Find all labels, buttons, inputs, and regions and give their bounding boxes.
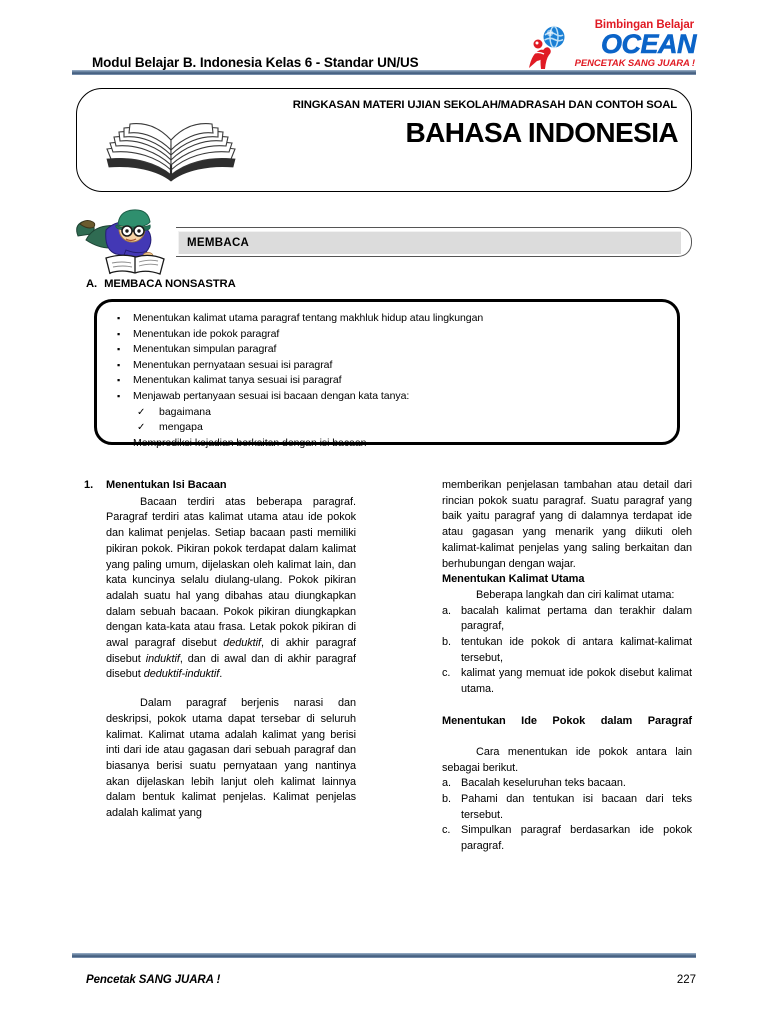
bullet-square-icon: ▪ — [117, 390, 121, 401]
content-heading-text: Menentukan Isi Bacaan — [106, 479, 227, 491]
page-header — [72, 18, 696, 76]
footer-rule — [72, 953, 696, 958]
ocean-logo-mark-icon — [524, 24, 572, 70]
bullet-square-icon: ▪ — [117, 344, 121, 355]
sub2-list — [442, 776, 692, 855]
term-deduktif: deduktif — [223, 637, 261, 650]
objective-item — [111, 311, 666, 327]
objective-item-label: Menentukan simpulan paragraf — [133, 343, 277, 356]
objective-item-label: Menentukan pernyataan sesuai isi paragraf — [133, 358, 333, 371]
list-item-text: Simpulkan paragraf berdasarkan ide pokok paragraf. — [461, 824, 692, 853]
list-item-marker: a. — [442, 777, 451, 790]
objective-subitem — [111, 420, 666, 436]
objectives-box — [94, 299, 680, 449]
subheading-kalimat-utama: Menentukan Kalimat Utama — [442, 573, 585, 586]
check-icon: ✓ — [137, 422, 146, 434]
ordered-list-item — [442, 823, 692, 854]
membaca-banner-group — [62, 206, 692, 262]
logo-tagline-bottom: PENCETAK SANG JUARA ! — [574, 58, 695, 69]
ordered-list-item — [442, 776, 692, 792]
title-box — [76, 88, 692, 192]
paragraph-1-part-c: , dan di awal dan di akhir paragraf disebut — [106, 652, 356, 681]
objective-item-label: Menentukan kalimat tanya sesuai isi paragraf — [133, 374, 342, 387]
sub1-intro: Beberapa langkah dan ciri kalimat utama: — [476, 588, 675, 601]
membaca-banner-label: MEMBACA — [187, 237, 250, 249]
bullet-square-icon: ▪ — [117, 313, 121, 323]
objective-item — [111, 342, 666, 358]
list-item-marker: b. — [442, 793, 451, 806]
paragraph-1 — [106, 495, 356, 683]
objective-item — [111, 373, 666, 389]
paragraph-1-part-d: . — [219, 668, 223, 681]
content-heading-number: 1. — [84, 479, 94, 491]
term-induktif: induktif — [145, 652, 180, 665]
objective-subitem — [111, 405, 666, 421]
ordered-list-item — [442, 666, 692, 713]
objective-item-label: Menjawab pertanyaan sesuai isi bacaan dengan kata tanya: — [133, 389, 410, 402]
objective-subitem-label: bagaimana — [159, 405, 211, 418]
title-box-subtitle: RINGKASAN MATERI UJIAN SEKOLAH/MADRASAH DAN CONTOH SOAL — [292, 99, 677, 111]
paragraph-3: memberikan penjelasan tambahan atau detail dari rincian pokok suatu paragraf. Suatu paragraf yang baik yaitu paragraf yang di dalamnya terdapat ide atau gagasan yang menarik yang diikuti oleh kalimat-kalimat penjelas yang saling berkaitan dan berhubungan dengan wajar. — [442, 479, 692, 570]
objective-item-label: Menentukan kalimat utama paragraf tentang makhluk hidup atau lingkungan — [133, 312, 484, 324]
objective-item-label: Menentukan ide pokok paragraf — [133, 327, 280, 340]
bullet-square-icon: ▪ — [117, 359, 121, 370]
boy-reading-icon — [66, 206, 178, 276]
list-item-text: tentukan ide pokok di antara kalimat-kalimat tersebut, — [461, 636, 692, 664]
list-item-marker: c. — [442, 667, 451, 680]
body-column-left — [84, 478, 356, 822]
footer-text: Pencetak SANG JUARA ! — [86, 974, 221, 986]
header-rule — [72, 70, 696, 75]
bullet-square-icon: ▪ — [117, 375, 121, 386]
objective-item-label: Memprediksi kejadian berkaitan dengan isi bacaan — [133, 436, 367, 449]
check-icon: ✓ — [137, 406, 146, 418]
ordered-list-item — [442, 604, 692, 635]
list-item-text: Bacalah keseluruhan teks bacaan. — [461, 777, 626, 790]
list-item-marker: c. — [442, 824, 451, 837]
sub2-intro: Cara menentukan ide pokok antara lain sebagai berikut. — [442, 745, 692, 774]
open-book-icon — [97, 115, 245, 187]
objective-subitem-label: mengapa — [159, 421, 203, 434]
objective-item — [111, 389, 666, 405]
membaca-banner-fill — [178, 231, 681, 254]
ordered-list-item — [442, 635, 692, 666]
list-item-marker: b. — [442, 636, 451, 649]
body-column-right — [442, 478, 692, 855]
paragraph-2: Dalam paragraf berjenis narasi dan deskripsi, pokok utama dapat tersebar di seluruh kalimat. Kalimat utama adalah kalimat yang berisi inti dari ide atau gagasan dari sebuah paragraf dan biasanya berisi suatu pernyataan yang nantinya akan dijelaskan lebih lanjut oleh kalimat lainnya dalam bentuk kalimat penjelas. Kalimat penjelas adalah kalimat yang — [106, 697, 356, 820]
ordered-list-item — [442, 792, 692, 823]
section-a-letter: A. — [86, 278, 98, 290]
header-title: Modul Belajar B. Indonesia Kelas 6 - Standar UN/US — [92, 55, 419, 70]
objective-item — [111, 327, 666, 343]
logo-tagline-top: Bimbingan Belajar — [594, 19, 694, 31]
ocean-logo — [524, 18, 696, 72]
bullet-square-icon: ▪ — [117, 437, 121, 448]
bullet-square-icon: ▪ — [117, 328, 121, 339]
term-deduktif-induktif: deduktif-induktif — [143, 668, 220, 681]
objective-item — [111, 358, 666, 374]
content-heading — [84, 478, 356, 494]
subheading-ide-pokok: Menentukan Ide Pokok dalam Paragraf — [442, 714, 692, 727]
logo-brand: OCEAN — [600, 29, 696, 59]
objective-item — [111, 436, 666, 452]
paragraph-1-part-a: Bacaan terdiri atas beberapa paragraf. Paragraf terdiri atas kalimat utama atau ide pokok dan kalimat penjelas. Setiap bacaan pasti memiliki pikiran pokok. Pikiran pokok terdapat dalam kalimat yang paling umum, dijelaskan oleh kalimat lain, dan kata kuncinya selalu diulang-ulang. Pokok pikiran adalah suatu hal yang dibahas atau diungkapkan dalam sebuah bacaan. Pokok pikiran diungkapkan dengan kata-kata atau frasa. Letak pokok pikiran di awal paragraf disebut — [106, 495, 356, 650]
list-item-text: bacalah kalimat pertama dan terakhir dalam paragraf, — [461, 604, 692, 633]
title-box-title: BAHASA INDONESIA — [405, 117, 678, 148]
paragraph-1-part-b: , di akhir paragraf disebut — [106, 637, 356, 665]
section-a-label: MEMBACA NONSASTRA — [104, 278, 236, 290]
sub1-list — [442, 604, 692, 714]
list-item-marker: a. — [442, 604, 451, 617]
section-a-heading — [86, 278, 236, 290]
objectives-list — [111, 311, 666, 451]
membaca-banner — [176, 227, 692, 257]
footer-page-number: 227 — [676, 974, 696, 986]
list-item-text: Pahami dan tentukan isi bacaan dari teks tersebut. — [461, 793, 692, 821]
list-item-text: kalimat yang memuat ide pokok disebut kalimat utama. — [461, 667, 692, 696]
